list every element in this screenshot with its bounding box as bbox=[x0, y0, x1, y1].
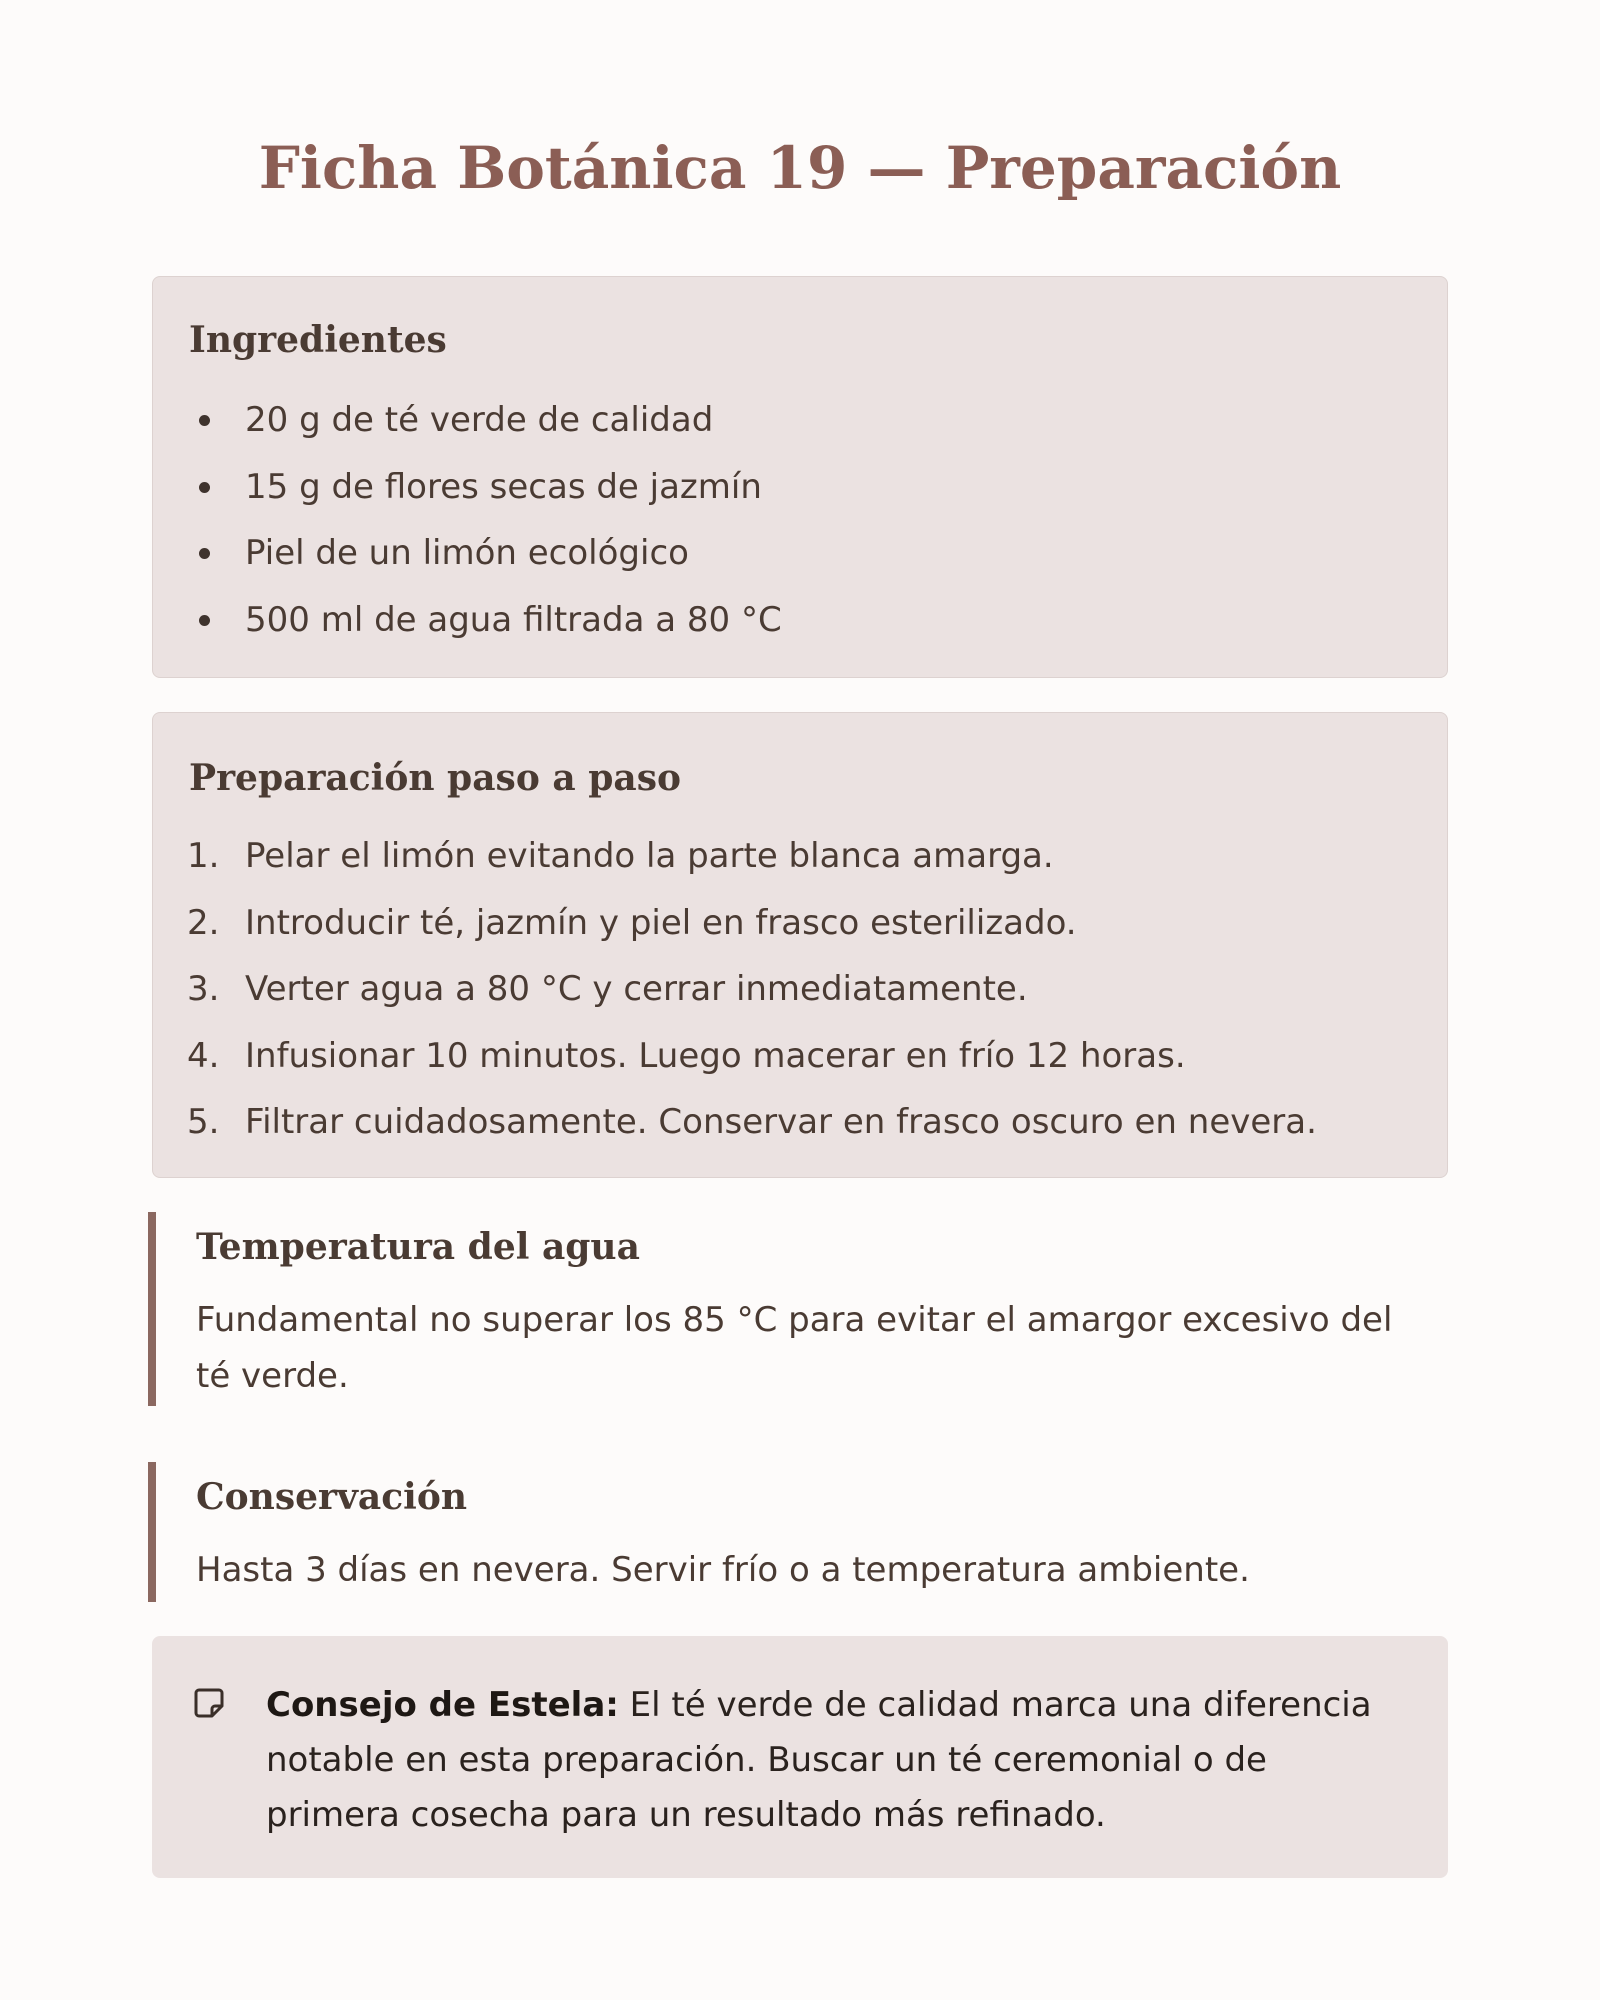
step-number: 1. bbox=[187, 836, 220, 876]
ingredients-card bbox=[152, 276, 1448, 678]
step-text: Pelar el limón evitando la parte blanca amarga. bbox=[245, 836, 1054, 876]
bullet bbox=[199, 415, 210, 426]
temperature-callout bbox=[148, 1212, 1448, 1406]
ingredient-text: 20 g de té verde de calidad bbox=[245, 400, 714, 440]
ingredient-text: 500 ml de agua filtrada a 80 °C bbox=[245, 599, 782, 640]
ingredient-text: Piel de un limón ecológico bbox=[245, 533, 689, 573]
conservation-text: Hasta 3 días en nevera. Servir frío o a temperatura ambiente. bbox=[196, 1550, 1250, 1590]
tip-label: Consejo de Estela: bbox=[266, 1685, 619, 1725]
ingredient-text: 15 g de flores secas de jazmín bbox=[245, 466, 762, 507]
step-number: 4. bbox=[187, 1035, 220, 1076]
conservation-heading: Conservación bbox=[196, 1476, 468, 1518]
step-text: Infusionar 10 minutos. Luego macerar en frío 12 horas. bbox=[245, 1035, 1186, 1076]
note-icon bbox=[192, 1686, 226, 1720]
temperature-text: Fundamental no superar los 85 °C para evitar el amargor excesivo del té verde. bbox=[196, 1300, 1393, 1396]
page-title: Ficha Botánica 19 — Preparación bbox=[258, 134, 1342, 202]
step-number: 2. bbox=[187, 902, 220, 943]
note-icon-graphic bbox=[192, 1686, 226, 1720]
temperature-heading: Temperatura del agua bbox=[196, 1226, 640, 1268]
step-text: Introducir té, jazmín y piel en frasco esterilizado. bbox=[245, 902, 1077, 943]
bullet bbox=[199, 615, 210, 626]
step-number: 3. bbox=[187, 969, 220, 1009]
conservation-callout bbox=[148, 1462, 1448, 1602]
tip-text bbox=[266, 1678, 1396, 1843]
bullet bbox=[199, 482, 210, 493]
step-text: Filtrar cuidadosamente. Conservar en frasco oscuro en nevera. bbox=[245, 1102, 1317, 1142]
step-text: Verter agua a 80 °C y cerrar inmediatamente. bbox=[245, 969, 1028, 1009]
tip-body: El té verde de calidad marca una diferencia notable en esta preparación. Buscar un té ceremonial o de primera cosecha para un resultado más refinado. bbox=[266, 1685, 1372, 1835]
bullet bbox=[199, 548, 210, 559]
tip-box bbox=[152, 1636, 1448, 1878]
preparation-card bbox=[152, 712, 1448, 1178]
ingredients-heading: Ingredientes bbox=[189, 319, 447, 361]
step-number: 5. bbox=[187, 1102, 220, 1142]
preparation-heading: Preparación paso a paso bbox=[189, 757, 681, 799]
